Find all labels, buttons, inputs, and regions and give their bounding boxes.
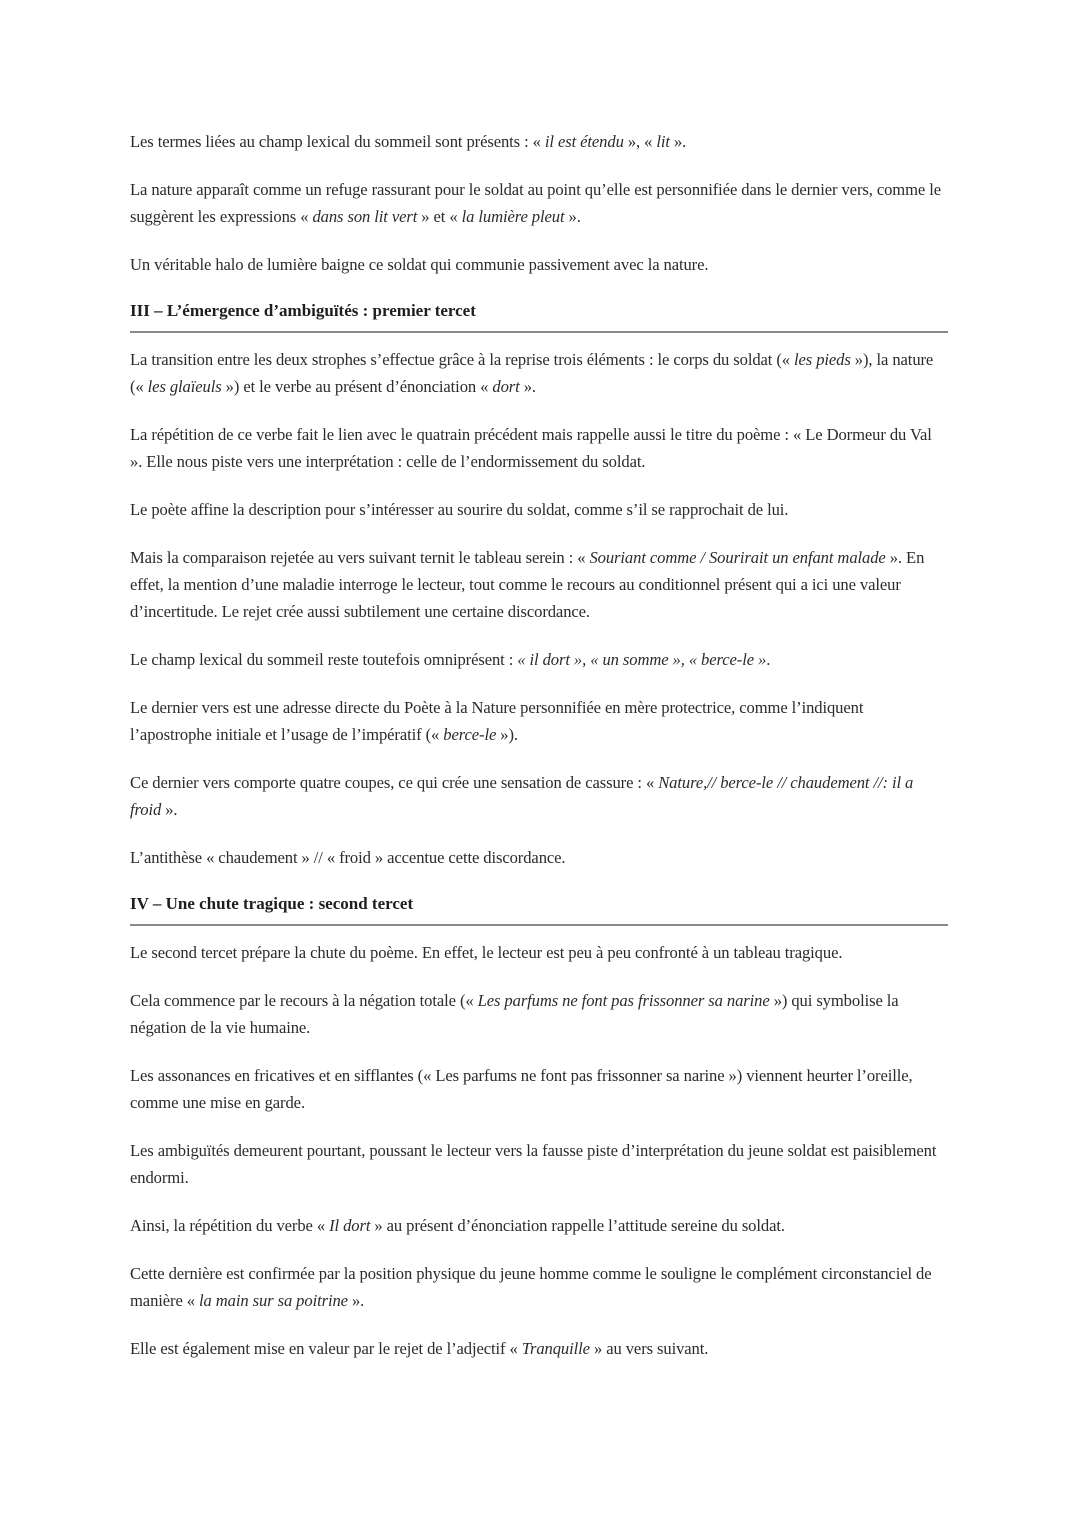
section-heading-3: III – L’émergence d’ambiguïtés : premier tercet	[130, 299, 948, 333]
paragraph-second-tercet: Le second tercet prépare la chute du poème. En effet, le lecteur est peu à peu confronté à un tableau tragique.	[130, 943, 843, 962]
paragraph-direct-address: Le dernier vers est une adresse directe du Poète à la Nature personnifiée en mère protectrice, comme l’indiquent l’apostrophe initiale et l’usage de l’impératif (« berce-le »).	[130, 698, 864, 744]
paragraph-negation: Cela commence par le recours à la négation totale (« Les parfums ne font pas frissonner sa narine ») qui symbolise la négation de la vie humaine.	[130, 991, 899, 1037]
paragraph-smile: Le poète affine la description pour s’intéresser au sourire du soldat, comme s’il se rapprochait de lui.	[130, 500, 789, 519]
paragraph-light-halo: Un véritable halo de lumière baigne ce soldat qui communie passivement avec la nature.	[130, 255, 709, 274]
paragraph-ambiguities: Les ambiguïtés demeurent pourtant, poussant le lecteur vers la fausse piste d’interprétation du jeune soldat est paisiblement endormi.	[130, 1141, 937, 1187]
section-heading-4: IV – Une chute tragique : second tercet	[130, 892, 948, 926]
paragraph-sleep-terms: Les termes liées au champ lexical du sommeil sont présents : « il est étendu », « lit ».	[130, 132, 687, 151]
document-page	[130, 128, 948, 1383]
paragraph-tranquille: Elle est également mise en valeur par le rejet de l’adjectif « Tranquille » au vers suivant.	[130, 1339, 709, 1358]
paragraph-verb-repetition: La répétition de ce verbe fait le lien avec le quatrain précédent mais rappelle aussi le titre du poème : « Le Dormeur du Val ». Elle nous piste vers une interprétation : celle de l’endormissement du soldat.	[130, 425, 932, 471]
paragraph-transition: La transition entre les deux strophes s’effectue grâce à la reprise trois éléments : le corps du soldat (« les pieds »), la nature (« les glaïeuls ») et le verbe au présent d’énonciation « dort ».	[130, 350, 934, 396]
paragraph-antithesis: L’antithèse « chaudement » // « froid » accentue cette discordance.	[130, 848, 566, 867]
paragraph-il-dort: Ainsi, la répétition du verbe « Il dort » au présent d’énonciation rappelle l’attitude sereine du soldat.	[130, 1216, 785, 1235]
paragraph-physical-position: Cette dernière est confirmée par la position physique du jeune homme comme le souligne le complément circonstanciel de manière « la main sur sa poitrine ».	[130, 1264, 932, 1310]
paragraph-nature-refuge: La nature apparaît comme un refuge rassurant pour le soldat au point qu’elle est personnifiée dans le dernier vers, comme le suggèrent les expressions « dans son lit vert » et « la lumière pleut ».	[130, 180, 941, 226]
paragraph-assonances: Les assonances en fricatives et en sifflantes (« Les parfums ne font pas frissonner sa narine ») viennent heurter l’oreille, comme une mise en garde.	[130, 1066, 913, 1112]
paragraph-four-cuts: Ce dernier vers comporte quatre coupes, ce qui crée une sensation de cassure : « Nature,// berce-le // chaudement //: il a froid ».	[130, 773, 914, 819]
paragraph-comparison: Mais la comparaison rejetée au vers suivant ternit le tableau serein : « Souriant comme / Sourirait un enfant malade ». En effet, la mention d’une maladie interroge le lecteur, tout comme le recours au conditionnel présent qui a ici une valeur d’incertitude. Le rejet crée aussi subtilement une certaine discordance.	[130, 548, 925, 621]
paragraph-sleep-lexicon: Le champ lexical du sommeil reste toutefois omniprésent : « il dort », « un somme », « berce-le ».	[130, 650, 771, 669]
